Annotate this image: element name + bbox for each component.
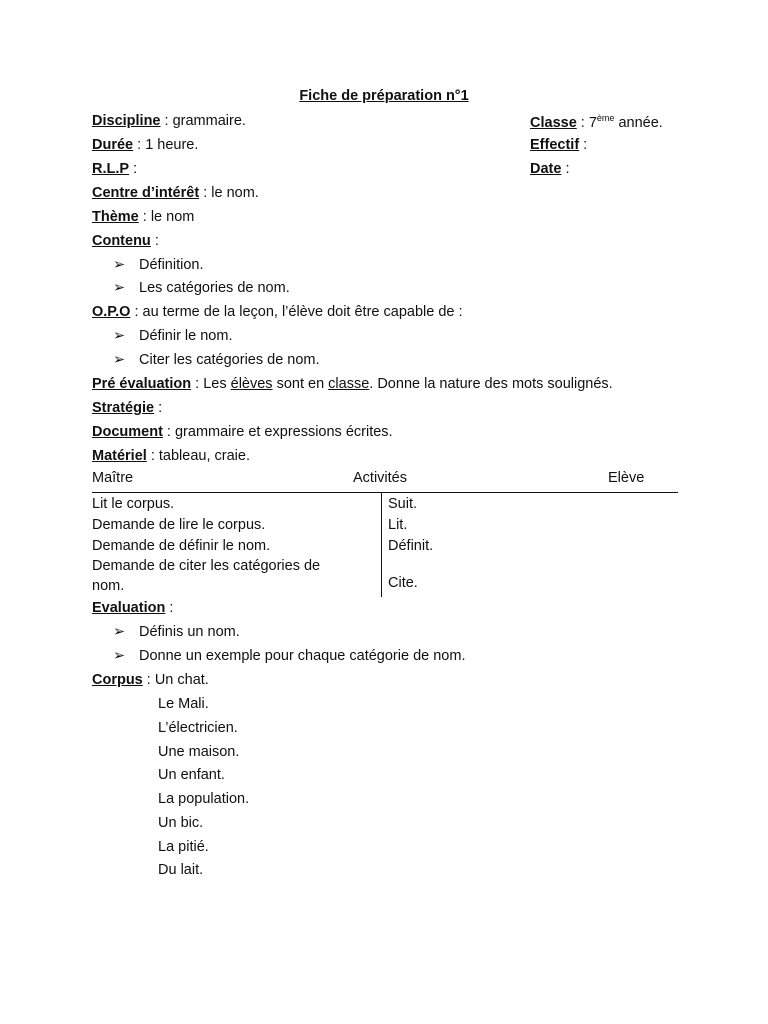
effectif-value: : xyxy=(579,137,588,153)
table-row-eleve: Suit. xyxy=(388,496,418,512)
pre-evaluation-text: sont en xyxy=(272,376,329,392)
evaluation-item xyxy=(113,624,240,640)
theme-line xyxy=(92,209,194,225)
arrow-bullet-icon: ➢ xyxy=(113,257,126,273)
activities-table-header xyxy=(92,470,678,493)
discipline-value: : grammaire. xyxy=(160,113,246,129)
materiel-line xyxy=(92,448,250,464)
header-eleve: Elève xyxy=(608,470,645,486)
date-line xyxy=(530,161,570,177)
date-value: : xyxy=(561,161,570,177)
document-value: : grammaire et expressions écrites. xyxy=(162,424,393,440)
table-row-maitre: Lit le corpus. xyxy=(92,496,175,512)
opo-item-text: Définir le nom. xyxy=(139,328,233,344)
classe-sup: ème xyxy=(596,113,615,123)
corpus-item: Un bic. xyxy=(158,815,204,831)
contenu-item-text: Les catégories de nom. xyxy=(139,280,290,296)
corpus-item: Du lait. xyxy=(158,862,204,878)
table-column-divider xyxy=(381,492,382,597)
centre-line xyxy=(92,185,259,201)
contenu-label: Contenu xyxy=(92,233,151,249)
classe-prefix: : 7 xyxy=(576,114,597,131)
arrow-bullet-icon: ➢ xyxy=(113,280,126,296)
duree-line xyxy=(92,137,198,153)
strategie-value: : xyxy=(154,400,163,416)
effectif-label: Effectif xyxy=(530,137,580,153)
theme-label: Thème xyxy=(92,209,139,225)
contenu-item-text: Définition. xyxy=(139,257,204,273)
corpus-item: L’électricien. xyxy=(158,720,238,736)
opo-line xyxy=(92,304,463,320)
table-row-maitre: Demande de lire le corpus. xyxy=(92,517,266,533)
centre-label: Centre d’intérêt xyxy=(92,185,200,201)
corpus-value: : Un chat. xyxy=(142,672,209,688)
table-row-maitre: Demande de citer les catégories de xyxy=(92,558,321,574)
strategie-line xyxy=(92,400,162,416)
table-row-eleve: Cite. xyxy=(388,575,418,591)
evaluation-item-text: Donne un exemple pour chaque catégorie de nom. xyxy=(139,648,466,664)
opo-item-text: Citer les catégories de nom. xyxy=(139,352,320,368)
arrow-bullet-icon: ➢ xyxy=(113,352,126,368)
opo-item xyxy=(113,352,320,368)
discipline-line xyxy=(92,113,246,129)
corpus-line xyxy=(92,672,209,688)
header-maitre: Maître xyxy=(92,470,134,486)
materiel-value: : tableau, craie. xyxy=(146,448,250,464)
evaluation-line xyxy=(92,600,173,616)
pre-evaluation-line xyxy=(92,376,613,392)
rlp-line xyxy=(92,161,137,177)
contenu-line xyxy=(92,233,159,249)
duree-value: : 1 heure. xyxy=(133,137,199,153)
underlined-word: élèves xyxy=(230,376,273,392)
strategie-label: Stratégie xyxy=(92,400,155,416)
corpus-item: La pitié. xyxy=(158,839,209,855)
pre-evaluation-text: . Donne la nature des mots soulignés. xyxy=(369,376,613,392)
corpus-item: La population. xyxy=(158,791,250,807)
contenu-item xyxy=(113,257,203,273)
discipline-label: Discipline xyxy=(92,113,161,129)
classe-suffix: année. xyxy=(614,114,663,131)
header-activites: Activités xyxy=(353,470,407,486)
evaluation-value: : xyxy=(165,600,174,616)
opo-label: O.P.O xyxy=(92,304,131,320)
evaluation-label: Evaluation xyxy=(92,600,166,616)
rlp-value: : xyxy=(129,161,138,177)
evaluation-item xyxy=(113,648,465,664)
evaluation-item-text: Définis un nom. xyxy=(139,624,240,640)
corpus-item: Une maison. xyxy=(158,744,240,760)
corpus-item: Le Mali. xyxy=(158,696,209,712)
materiel-label: Matériel xyxy=(92,448,147,464)
corpus-label: Corpus xyxy=(92,672,143,688)
theme-value: : le nom xyxy=(138,209,195,225)
table-row-maitre: Demande de définir le nom. xyxy=(92,538,271,554)
opo-value: : au terme de la leçon, l’élève doit être capable de : xyxy=(130,304,463,320)
effectif-line xyxy=(530,137,587,153)
date-label: Date xyxy=(530,161,562,177)
arrow-bullet-icon: ➢ xyxy=(113,648,126,664)
table-row-eleve: Lit. xyxy=(388,517,408,533)
table-row-maitre-cont: nom. xyxy=(92,578,125,594)
table-row-eleve: Définit. xyxy=(388,538,434,554)
classe-line xyxy=(530,113,663,131)
classe-label: Classe xyxy=(530,114,577,131)
rlp-label: R.L.P xyxy=(92,161,130,177)
corpus-item: Un enfant. xyxy=(158,767,225,783)
underlined-word: classe xyxy=(328,376,370,392)
pre-evaluation-label: Pré évaluation xyxy=(92,376,192,392)
arrow-bullet-icon: ➢ xyxy=(113,624,126,640)
pre-evaluation-text: : Les xyxy=(191,376,231,392)
centre-value: : le nom. xyxy=(199,185,259,201)
duree-label: Durée xyxy=(92,137,134,153)
opo-item xyxy=(113,328,232,344)
arrow-bullet-icon: ➢ xyxy=(113,328,126,344)
contenu-item xyxy=(113,280,290,296)
document-label: Document xyxy=(92,424,163,440)
contenu-value: : xyxy=(150,233,159,249)
document-title: Fiche de préparation n°1 xyxy=(299,88,469,104)
document-line xyxy=(92,424,393,440)
